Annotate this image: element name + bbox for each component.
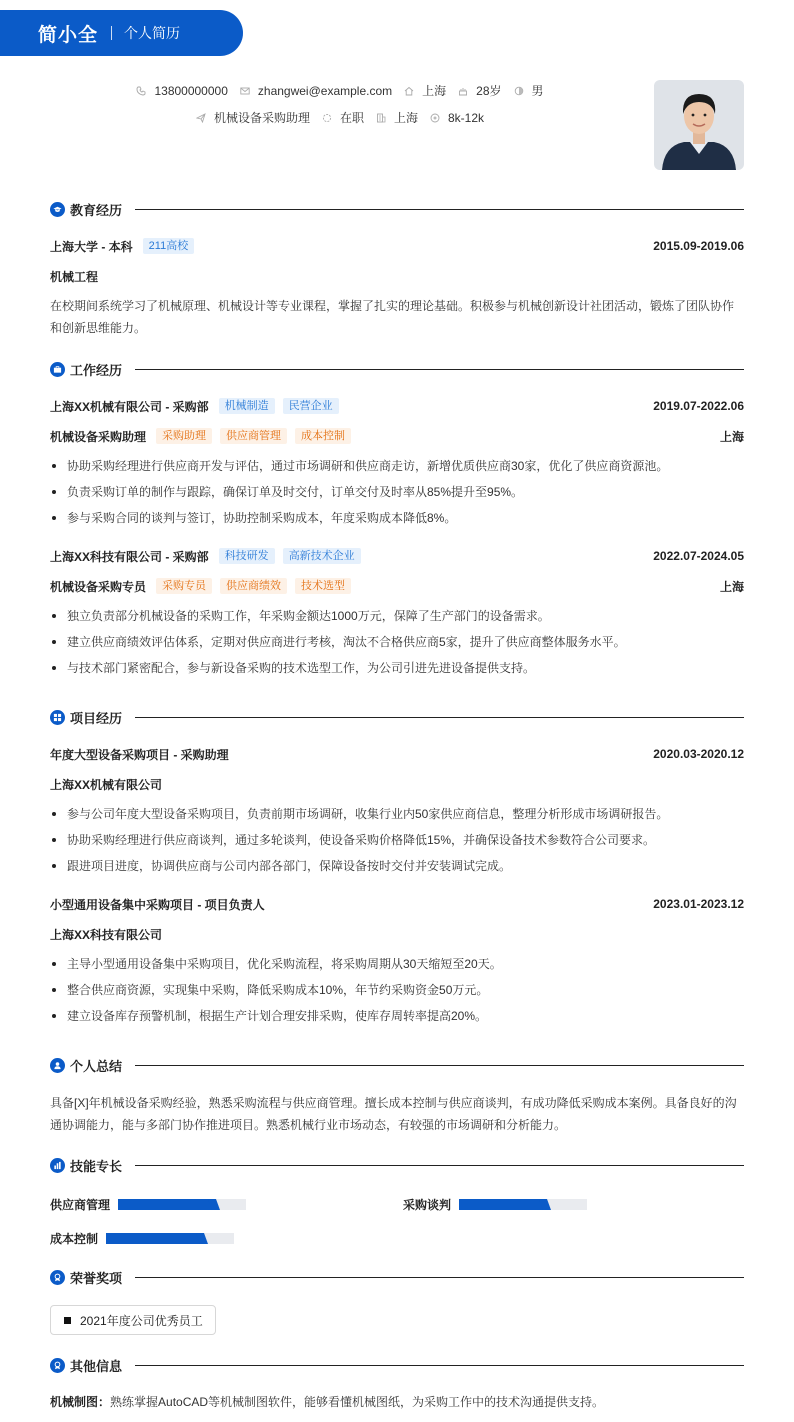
list-item: 跟进项目进度，协调供应商与公司内部各部门，保障设备按时交付并安装调试完成。 (50, 853, 744, 879)
skill-name: 采购谈判 (403, 1198, 452, 1212)
skills-section-header (50, 1156, 744, 1174)
contact-row (0, 82, 680, 99)
work-1-date: 2019.07-2022.06 (653, 399, 744, 413)
work-section-header (50, 360, 744, 378)
project-1-name: 年度大型设备采购项目 - 采购助理 (50, 747, 229, 762)
send-icon (196, 113, 206, 123)
intent-status (322, 109, 364, 126)
contact-gender (514, 82, 544, 99)
project-2-bullets (50, 951, 744, 1029)
list-item: 协助采购经理进行供应商开发与评估，通过市场调研和供应商走访，新增优质供应商30家，优化了供应商资源池。 (50, 453, 744, 479)
grid-icon (50, 710, 65, 725)
section-divider (135, 1065, 744, 1066)
list-item: 建立供应商绩效评估体系，定期对供应商进行考核，淘汰不合格供应商5家，提升了供应商整体服务水平。 (50, 629, 744, 655)
summary-title: 个人总结 (70, 1058, 123, 1074)
work-title: 工作经历 (70, 362, 123, 378)
skill-bar (106, 1233, 234, 1244)
work-1-title-row (50, 427, 744, 445)
education-major: 机械工程 (50, 269, 99, 284)
contact-age (458, 82, 501, 99)
gender-text: 男 (531, 84, 544, 98)
project-2-header-row (50, 895, 744, 913)
education-date: 2015.09-2019.06 (653, 239, 744, 253)
skill-bar (118, 1199, 246, 1210)
work-2-role-tag: 技术选型 (295, 578, 351, 594)
other-value: 熟练掌握AutoCAD等机械制图软件，能够看懂机械图纸，为采购工作中的技术沟通提供支持。 (110, 1395, 605, 1409)
list-item: 负责采购订单的制作与跟踪，确保订单及时交付，订单交付及时率从85%提升至95%。 (50, 479, 744, 505)
education-school: 上海大学 - 本科 (50, 239, 133, 254)
education-tag: 211高校 (143, 238, 195, 254)
awards-title: 荣誉奖项 (70, 1270, 123, 1286)
skill-bar-fill (106, 1233, 202, 1244)
project-2-org-row (50, 925, 744, 943)
list-item: 参与公司年度大型设备采购项目，负责前期市场调研，收集行业内50家供应商信息，整理分析形成市场调研报告。 (50, 801, 744, 827)
work-1-job-title: 机械设备采购助理 (50, 429, 147, 444)
intent-city (376, 109, 418, 126)
cake-icon (458, 86, 468, 96)
work-1-role-tag: 采购助理 (156, 428, 212, 444)
work-1-role-tag: 供应商管理 (220, 428, 287, 444)
salary-text: 8k-12k (448, 110, 485, 125)
section-divider (135, 717, 744, 718)
section-divider (135, 209, 744, 210)
award-text: 2021年度公司优秀员工 (80, 1313, 203, 1328)
intent-position (196, 109, 310, 126)
brand-subtitle: 个人简历 (124, 25, 181, 41)
award-badge (50, 1305, 216, 1335)
project-1-org-row (50, 775, 744, 793)
summary-line: 具备[X]年机械设备采购经验，熟悉采购流程与供应商管理。擅长成本控制与供应商谈判，有成功降低采购成本案例。具备良好的沟 (50, 1096, 737, 1110)
work-1-location: 上海 (719, 429, 744, 444)
work-2-company-tag: 高新技术企业 (283, 548, 361, 564)
education-major-row (50, 267, 744, 285)
coin-icon (430, 113, 440, 123)
section-divider (135, 1365, 744, 1366)
section-divider (135, 1165, 744, 1166)
skill-item (50, 1230, 234, 1247)
other-section-header (50, 1356, 744, 1374)
skill-bar (459, 1199, 587, 1210)
skill-name: 供应商管理 (50, 1198, 111, 1212)
section-divider (135, 369, 744, 370)
other-title: 其他信息 (70, 1358, 123, 1374)
list-item: 独立负责部分机械设备的采购工作，年采购金额达1000万元，保障了生产部门的设备需求。 (50, 603, 744, 629)
intent-city-text: 上海 (393, 111, 418, 125)
work-1-header-row (50, 397, 744, 415)
contact-phone (136, 84, 227, 98)
list-item: 建立设备库存预警机制，根据生产计划合理安排采购，使库存周转率提高20%。 (50, 1003, 744, 1029)
section-divider (135, 1277, 744, 1278)
work-2-role-tag: 采购专员 (156, 578, 212, 594)
brand-banner (0, 10, 243, 56)
project-1-org: 上海XX机械有限公司 (50, 777, 163, 792)
square-bullet-icon (64, 1317, 71, 1324)
phone-icon (136, 86, 146, 96)
work-1-company-tag: 民营企业 (283, 398, 339, 414)
brand-logo: 简小全 (38, 24, 99, 46)
list-item: 参与采购合同的谈判与签订，协助控制采购成本，年度采购成本降低8%。 (50, 505, 744, 531)
work-2-job-title: 机械设备采购专员 (50, 579, 147, 594)
project-2-date: 2023.01-2023.12 (653, 897, 744, 911)
work-2-company: 上海XX科技有限公司 - 采购部 (50, 549, 209, 564)
age-text: 28岁 (476, 84, 502, 98)
work-1-role-tag: 成本控制 (295, 428, 351, 444)
status-text: 在职 (339, 111, 364, 125)
list-item: 主导小型通用设备集中采购项目，优化采购流程，将采购周期从30天缩短至20天。 (50, 951, 744, 977)
other-info-line (50, 1393, 604, 1410)
projects-section-header (50, 708, 744, 726)
education-header-row (50, 237, 744, 255)
education-title: 教育经历 (70, 202, 123, 218)
other-key: 机械制图： (50, 1395, 111, 1409)
intent-salary (430, 111, 484, 125)
work-1-company-tag: 机械制造 (219, 398, 275, 414)
phone-text: 13800000000 (154, 83, 228, 98)
user-icon (50, 1058, 65, 1073)
city-text: 上海 (422, 84, 447, 98)
graduation-cap-icon (50, 202, 65, 217)
project-1-bullets (50, 801, 744, 879)
work-2-bullets (50, 603, 744, 681)
avatar-illustration (654, 80, 744, 170)
building-icon (376, 113, 386, 123)
gender-icon (514, 86, 524, 96)
work-2-date: 2022.07-2024.05 (653, 549, 744, 563)
contact-email (240, 84, 392, 98)
skill-item (403, 1196, 587, 1213)
award-icon (50, 1270, 65, 1285)
list-item: 整合供应商资源，实现集中采购，降低采购成本10%，年节约采购资金50万元。 (50, 977, 744, 1003)
project-2-name: 小型通用设备集中采购项目 - 项目负责人 (50, 897, 265, 912)
bar-chart-icon (50, 1158, 65, 1173)
education-description: 在校期间系统学习了机械原理、机械设计等专业课程，掌握了扎实的理论基础。积极参与机械创新设计社团活动，锻炼了团队协作和创新思维能力。 (50, 299, 735, 335)
work-2-title-row (50, 577, 744, 595)
skills-title: 技能专长 (70, 1158, 123, 1174)
skill-item (50, 1196, 246, 1213)
projects-title: 项目经历 (70, 710, 123, 726)
briefcase-icon (50, 362, 65, 377)
email-text: zhangwei@example.com (257, 83, 393, 98)
skill-name: 成本控制 (50, 1232, 99, 1246)
project-1-date: 2020.03-2020.12 (653, 747, 744, 761)
mail-icon (240, 86, 250, 96)
home-icon (404, 86, 414, 96)
list-item: 与技术部门紧密配合，参与新设备采购的技术选型工作，为公司引进先进设备提供支持。 (50, 655, 744, 681)
position-text: 机械设备采购助理 (213, 111, 310, 125)
work-2-company-tag: 科技研发 (219, 548, 275, 564)
status-icon (322, 113, 332, 123)
summary-text (50, 1092, 744, 1136)
summary-section-header (50, 1056, 744, 1074)
skill-bar-fill (118, 1199, 214, 1210)
contact-city (404, 82, 446, 99)
summary-line: 通协调能力，能与多部门协作推进项目。熟悉机械行业市场动态，有较强的市场调研和分析能力。 (50, 1118, 567, 1132)
work-2-header-row (50, 547, 744, 565)
info-icon (50, 1358, 65, 1373)
work-2-role-tag: 供应商绩效 (220, 578, 287, 594)
education-section-header (50, 200, 744, 218)
brand-divider (111, 26, 112, 40)
profile-photo (654, 80, 744, 170)
work-1-bullets (50, 453, 744, 531)
awards-section-header (50, 1268, 744, 1286)
intent-row (0, 109, 680, 126)
project-2-org: 上海XX科技有限公司 (50, 927, 163, 942)
list-item: 协助采购经理进行供应商谈判，通过多轮谈判，使设备采购价格降低15%，并确保设备技术参数符合公司要求。 (50, 827, 744, 853)
project-1-header-row (50, 745, 744, 763)
skill-bar-fill (459, 1199, 545, 1210)
work-1-company: 上海XX机械有限公司 - 采购部 (50, 399, 209, 414)
work-2-location: 上海 (719, 579, 744, 594)
